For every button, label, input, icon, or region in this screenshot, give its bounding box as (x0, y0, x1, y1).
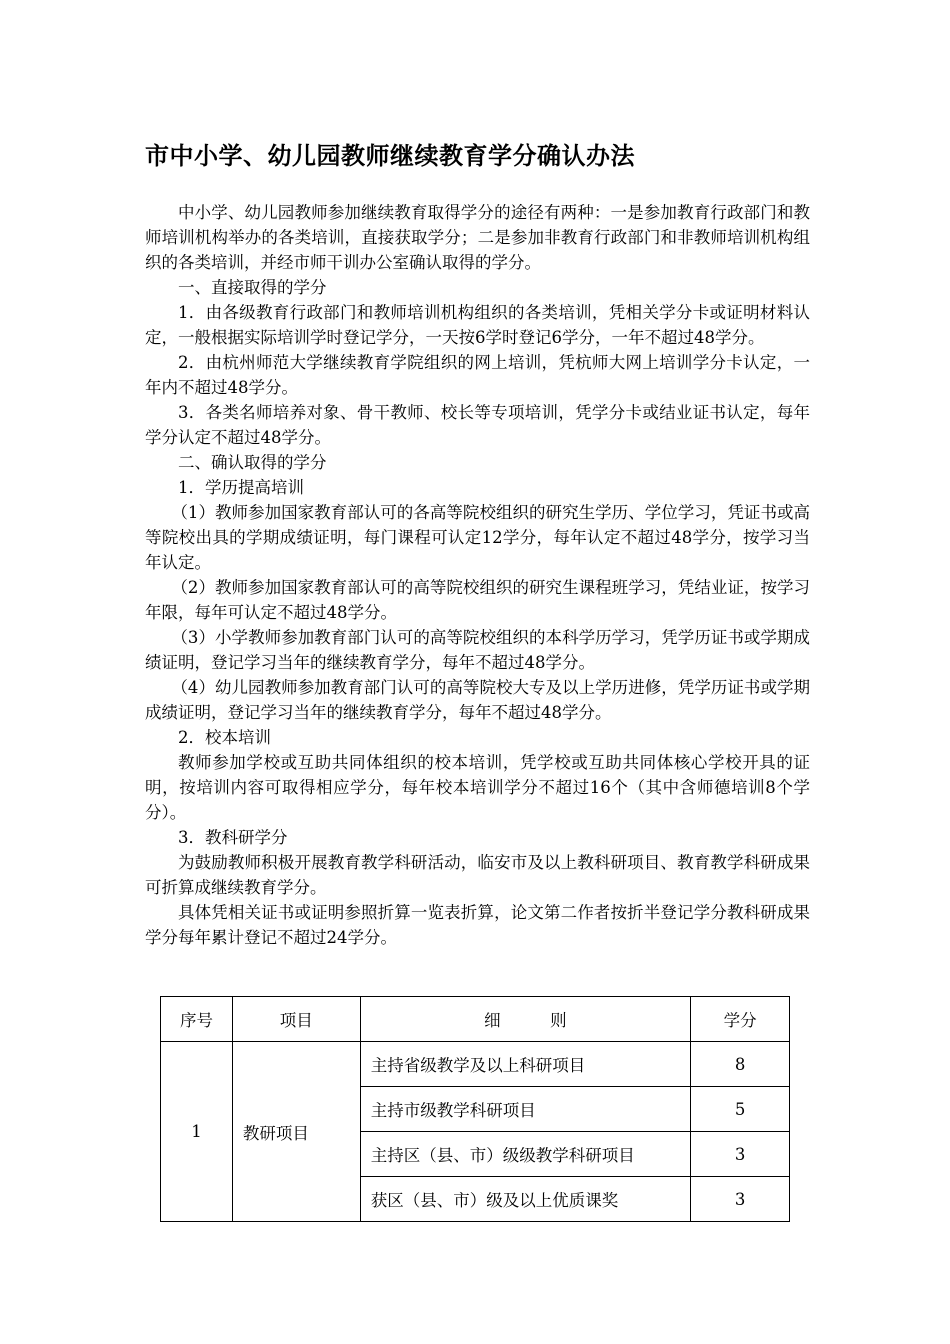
row-credit: 3 (691, 1132, 790, 1177)
header-detail: 细 则 (360, 997, 690, 1042)
row-detail: 主持市级教学科研项目 (360, 1087, 690, 1132)
row-item: 教研项目 (232, 1042, 360, 1222)
paragraph: （3）小学教师参加教育部门认可的高等院校组织的本科学历学习，凭学历证书或学期成绩证明，登记学习当年的继续教育学分，每年不超过48学分。 (145, 628, 810, 672)
row-detail: 主持省级教学及以上科研项目 (360, 1042, 690, 1087)
header-index: 序号 (161, 997, 233, 1042)
paragraph: 中小学、幼儿园教师参加继续教育取得学分的途径有两种：一是参加教育行政部门和教师培训机构举办的各类培训，直接获取学分；二是参加非教育行政部门和非教师培训机构组织的各类培训，并经市师干训办公室确认取得的学分。 (145, 203, 810, 272)
subsection-heading: 1．学历提高培训 (178, 478, 304, 497)
row-credit: 3 (691, 1177, 790, 1222)
row-index: 1 (161, 1042, 233, 1222)
header-credit: 学分 (691, 997, 790, 1042)
paragraph: 2．由杭州师范大学继续教育学院组织的网上培训，凭杭师大网上培训学分卡认定，一年内不超过48学分。 (145, 353, 810, 397)
document-title: 市中小学、幼儿园教师继续教育学分确认办法 (145, 141, 635, 170)
paragraph: 为鼓励教师积极开展教育教学科研活动，临安市及以上教科研项目、教育教学科研成果可折算成继续教育学分。 (145, 853, 810, 897)
row-credit: 8 (691, 1042, 790, 1087)
section-heading: 二、确认取得的学分 (178, 453, 327, 472)
header-item: 项目 (232, 997, 360, 1042)
paragraph: 教师参加学校或互助共同体组织的校本培训，凭学校或互助共同体核心学校开具的证明，按培训内容可取得相应学分，每年校本培训学分不超过16个（其中含师德培训8个学分）。 (145, 753, 810, 822)
row-credit: 5 (691, 1087, 790, 1132)
paragraph: （4）幼儿园教师参加教育部门认可的高等院校大专及以上学历进修，凭学历证书或学期成绩证明，登记学习当年的继续教育学分，每年不超过48学分。 (145, 678, 810, 722)
subsection-heading: 3．教科研学分 (178, 828, 288, 847)
document-body (145, 200, 810, 950)
section-heading: 一、直接取得的学分 (178, 278, 327, 297)
table-row (161, 1042, 790, 1087)
paragraph: 1．由各级教育行政部门和教师培训机构组织的各类培训，凭相关学分卡或证明材料认定，一般根据实际培训学时登记学分，一天按6学时登记6学分，一年不超过48学分。 (145, 303, 810, 347)
subsection-heading: 2．校本培训 (178, 728, 271, 747)
paragraph: 3．各类名师培养对象、骨干教师、校长等专项培训，凭学分卡或结业证书认定，每年学分认定不超过48学分。 (145, 403, 810, 447)
paragraph: （1）教师参加国家教育部认可的各高等院校组织的研究生学历、学位学习，凭证书或高等院校出具的学期成绩证明，每门课程可认定12学分，每年认定不超过48学分，按学习当年认定。 (145, 503, 810, 572)
table-header-row (161, 997, 790, 1042)
paragraph: 具体凭相关证书或证明参照折算一览表折算，论文第二作者按折半登记学分教科研成果学分每年累计登记不超过24学分。 (145, 903, 810, 947)
paragraph: （2）教师参加国家教育部认可的高等院校组织的研究生课程班学习，凭结业证，按学习年限，每年可认定不超过48学分。 (145, 578, 810, 622)
credit-conversion-table (160, 996, 790, 1222)
row-detail: 获区（县、市）级及以上优质课奖 (360, 1177, 690, 1222)
row-detail: 主持区（县、市）级级教学科研项目 (360, 1132, 690, 1177)
